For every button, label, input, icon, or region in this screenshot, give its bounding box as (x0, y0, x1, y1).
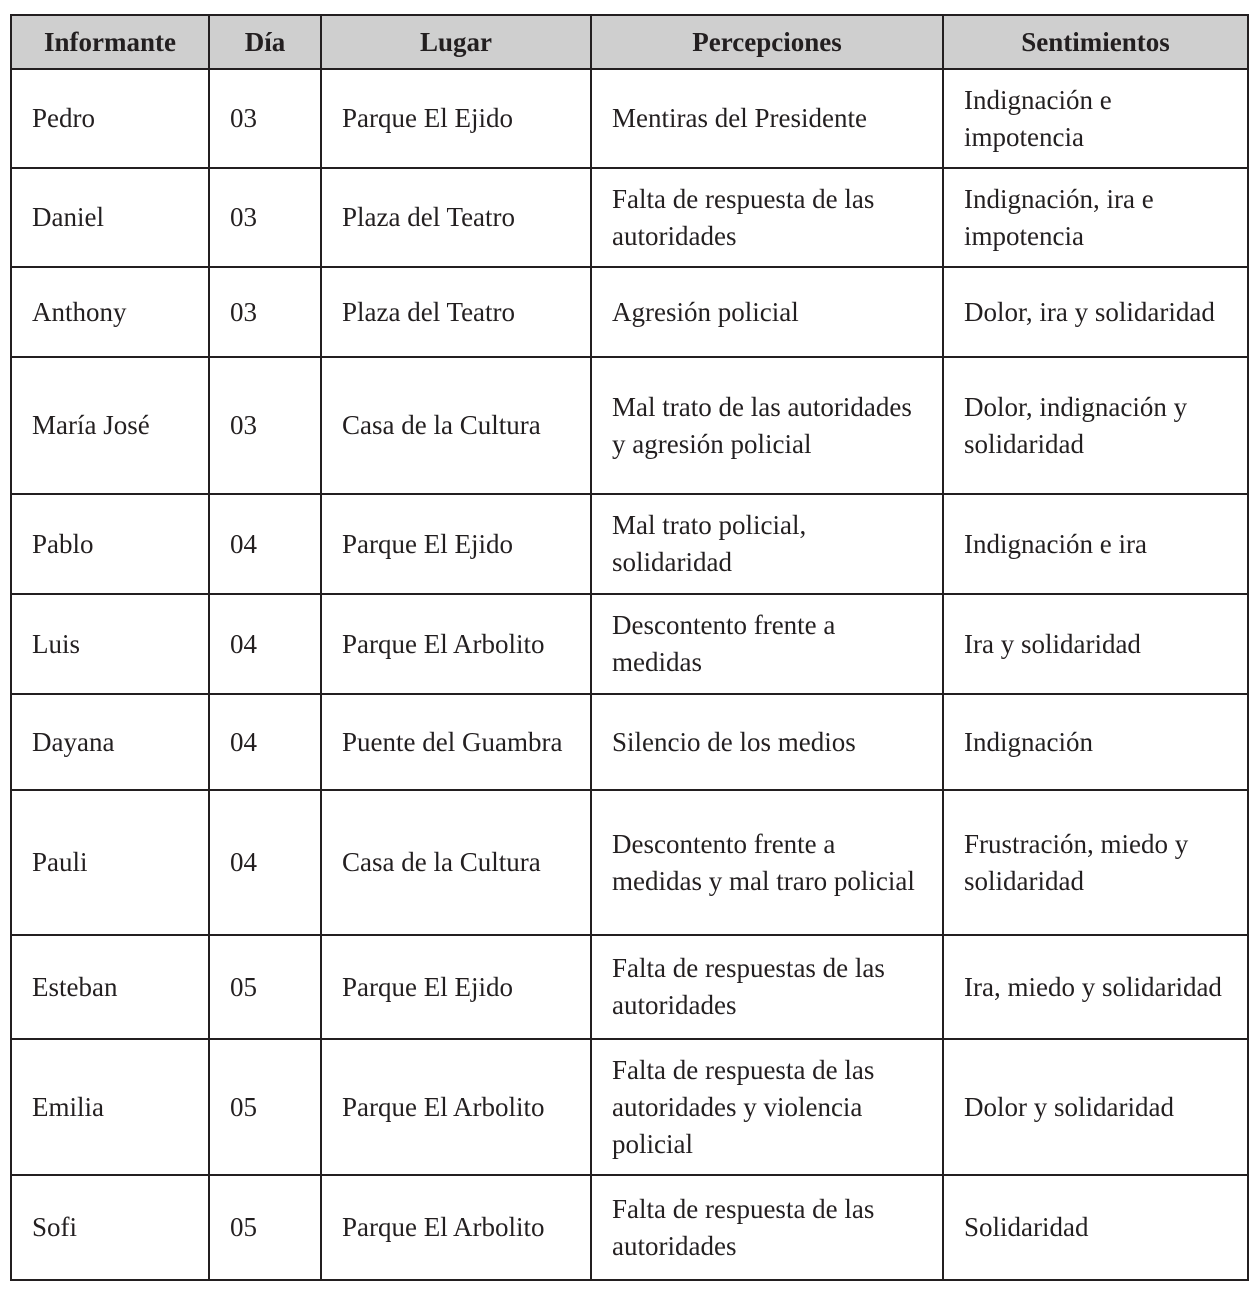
table-row (11, 168, 1248, 267)
informants-table (10, 14, 1249, 1281)
cell-dia: 03 (209, 168, 321, 267)
cell-dia: 05 (209, 1039, 321, 1175)
cell-informante: María José (11, 357, 209, 494)
table-row (11, 1175, 1248, 1280)
cell-dia: 05 (209, 935, 321, 1039)
cell-lugar: Plaza del Teatro (321, 267, 591, 357)
cell-sentimientos: Indignación e ira (943, 494, 1248, 594)
header-sentimientos: Sentimientos (943, 15, 1248, 69)
cell-informante: Sofi (11, 1175, 209, 1280)
table-row (11, 935, 1248, 1039)
table-row (11, 69, 1248, 168)
cell-lugar: Casa de la Cultura (321, 357, 591, 494)
cell-dia: 04 (209, 494, 321, 594)
cell-percepciones: Falta de respuesta de las autoridades (591, 1175, 943, 1280)
cell-sentimientos: Dolor, indignación y solidaridad (943, 357, 1248, 494)
cell-dia: 03 (209, 69, 321, 168)
cell-dia: 04 (209, 594, 321, 694)
table-row (11, 494, 1248, 594)
cell-informante: Luis (11, 594, 209, 694)
table-row (11, 1039, 1248, 1175)
cell-percepciones: Descontento frente a medidas y mal traro policial (591, 790, 943, 935)
cell-informante: Pauli (11, 790, 209, 935)
cell-percepciones: Falta de respuesta de las autoridades (591, 168, 943, 267)
cell-lugar: Puente del Guambra (321, 694, 591, 790)
cell-percepciones: Agresión policial (591, 267, 943, 357)
cell-percepciones: Falta de respuesta de las autoridades y violencia policial (591, 1039, 943, 1175)
cell-sentimientos: Indignación (943, 694, 1248, 790)
table-row (11, 694, 1248, 790)
cell-dia: 04 (209, 694, 321, 790)
cell-sentimientos: Ira, miedo y solidaridad (943, 935, 1248, 1039)
table-row (11, 594, 1248, 694)
cell-percepciones: Mal trato policial, solidaridad (591, 494, 943, 594)
cell-informante: Dayana (11, 694, 209, 790)
cell-percepciones: Mentiras del Presidente (591, 69, 943, 168)
cell-lugar: Parque El Arbolito (321, 1175, 591, 1280)
cell-sentimientos: Indignación e impotencia (943, 69, 1248, 168)
cell-percepciones: Descontento frente a medidas (591, 594, 943, 694)
cell-informante: Daniel (11, 168, 209, 267)
cell-percepciones: Falta de respuestas de las autoridades (591, 935, 943, 1039)
cell-informante: Pablo (11, 494, 209, 594)
cell-lugar: Casa de la Cultura (321, 790, 591, 935)
cell-sentimientos: Indignación, ira e impotencia (943, 168, 1248, 267)
cell-percepciones: Silencio de los medios (591, 694, 943, 790)
cell-lugar: Plaza del Teatro (321, 168, 591, 267)
cell-sentimientos: Dolor, ira y solidaridad (943, 267, 1248, 357)
cell-sentimientos: Solidaridad (943, 1175, 1248, 1280)
table-row (11, 790, 1248, 935)
cell-informante: Esteban (11, 935, 209, 1039)
header-dia: Día (209, 15, 321, 69)
cell-lugar: Parque El Arbolito (321, 594, 591, 694)
header-lugar: Lugar (321, 15, 591, 69)
cell-percepciones: Mal trato de las autoridades y agresión policial (591, 357, 943, 494)
cell-lugar: Parque El Ejido (321, 935, 591, 1039)
cell-sentimientos: Frustración, miedo y solidaridad (943, 790, 1248, 935)
table-row (11, 267, 1248, 357)
cell-informante: Anthony (11, 267, 209, 357)
cell-dia: 03 (209, 357, 321, 494)
cell-lugar: Parque El Arbolito (321, 1039, 591, 1175)
cell-dia: 05 (209, 1175, 321, 1280)
cell-lugar: Parque El Ejido (321, 69, 591, 168)
table-row (11, 357, 1248, 494)
header-row (11, 15, 1248, 69)
cell-informante: Pedro (11, 69, 209, 168)
cell-dia: 04 (209, 790, 321, 935)
header-informante: Informante (11, 15, 209, 69)
header-percepciones: Percepciones (591, 15, 943, 69)
cell-dia: 03 (209, 267, 321, 357)
cell-sentimientos: Dolor y solidaridad (943, 1039, 1248, 1175)
cell-sentimientos: Ira y solidaridad (943, 594, 1248, 694)
cell-lugar: Parque El Ejido (321, 494, 591, 594)
cell-informante: Emilia (11, 1039, 209, 1175)
